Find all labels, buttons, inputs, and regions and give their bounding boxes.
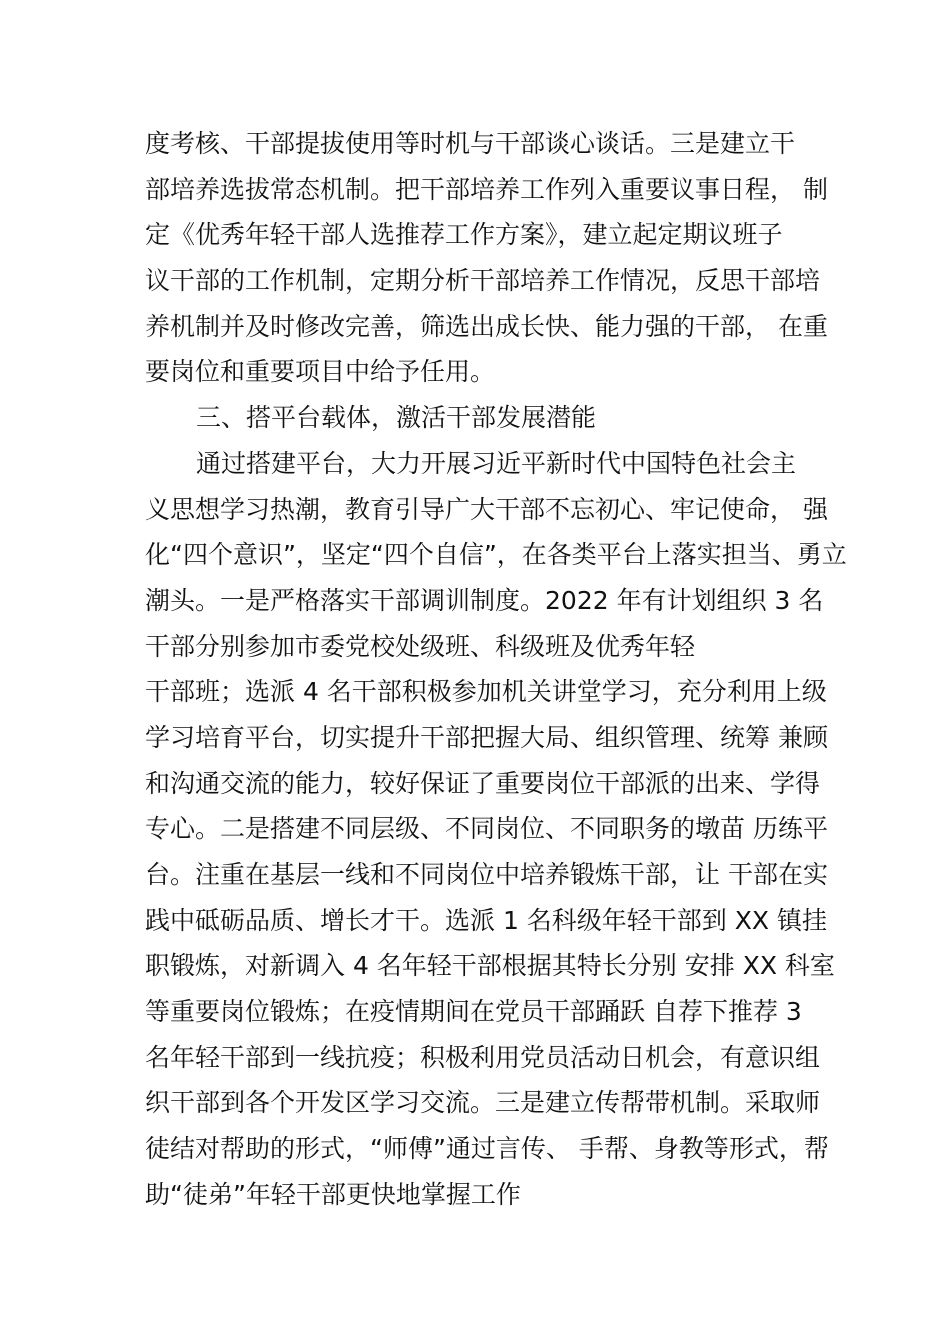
text-line: 等重要岗位锻炼；在疫情期间在党员干部踊跃 自荐下推荐 3 [145, 997, 802, 1027]
text-line: 干部班；选派 4 名干部积极参加机关讲堂学习，充分利用上级 [145, 677, 827, 707]
text-line: 干部分别参加市委党校处级班、科级班及优秀年轻 [145, 631, 696, 661]
paragraph-first-line: 通过搭建平台，大力开展习近平新时代中国特色社会主 [196, 448, 797, 478]
text-line: 议干部的工作机制，定期分析干部培养工作情况，反思干部培 [145, 266, 821, 296]
text-line: 义思想学习热潮，教育引导广大干部不忘初心、牢记使命， 强 [145, 494, 828, 524]
text-line: 徒结对帮助的形式，“师傅”通过言传、 手帮、身教等形式，帮 [145, 1134, 829, 1164]
text-line: 学习培育平台，切实提升干部把握大局、组织管理、统筹 兼顾 [145, 722, 828, 752]
text-line: 专心。二是搭建不同层级、不同岗位、不同职务的墩苗 历练平 [145, 814, 828, 844]
section-heading: 三、搭平台载体，激活干部发展潜能 [196, 403, 597, 433]
text-line: 和沟通交流的能力，较好保证了重要岗位干部派的出来、学得 [145, 768, 821, 798]
text-line: 践中砥砺品质、增长才干。选派 1 名科级年轻干部到 XX 镇挂 [145, 905, 827, 935]
text-line: 养机制并及时修改完善，筛选出成长快、能力强的干部， 在重 [145, 311, 828, 341]
text-line: 定《优秀年轻干部人选推荐工作方案》，建立起定期议班子 [145, 220, 783, 250]
text-line: 职锻炼，对新调入 4 名年轻干部根据其特长分别 安排 XX 科室 [145, 951, 835, 981]
text-line: 织干部到各个开发区学习交流。三是建立传帮带机制。采取师 [145, 1088, 821, 1118]
text-line: 助“徒弟”年轻干部更快地掌握工作 [145, 1179, 521, 1209]
text-line: 名年轻干部到一线抗疫；积极利用党员活动日机会，有意识组 [145, 1042, 821, 1072]
text-line: 部培养选拔常态机制。把干部培养工作列入重要议事日程， 制 [145, 174, 828, 204]
text-line: 度考核、干部提拔使用等时机与干部谈心谈话。三是建立干 [145, 129, 796, 158]
text-line: 台。注重在基层一线和不同岗位中培养锻炼干部，让 干部在实 [145, 860, 828, 889]
text-line: 化“四个意识”，坚定“四个自信”，在各类平台上落实担当、勇立 [145, 540, 847, 570]
text-line: 潮头。一是严格落实干部调训制度。2022 年有计划组织 3 名 [145, 585, 824, 615]
body-text [145, 121, 845, 1218]
text-line: 要岗位和重要项目中给予任用。 [145, 357, 496, 387]
